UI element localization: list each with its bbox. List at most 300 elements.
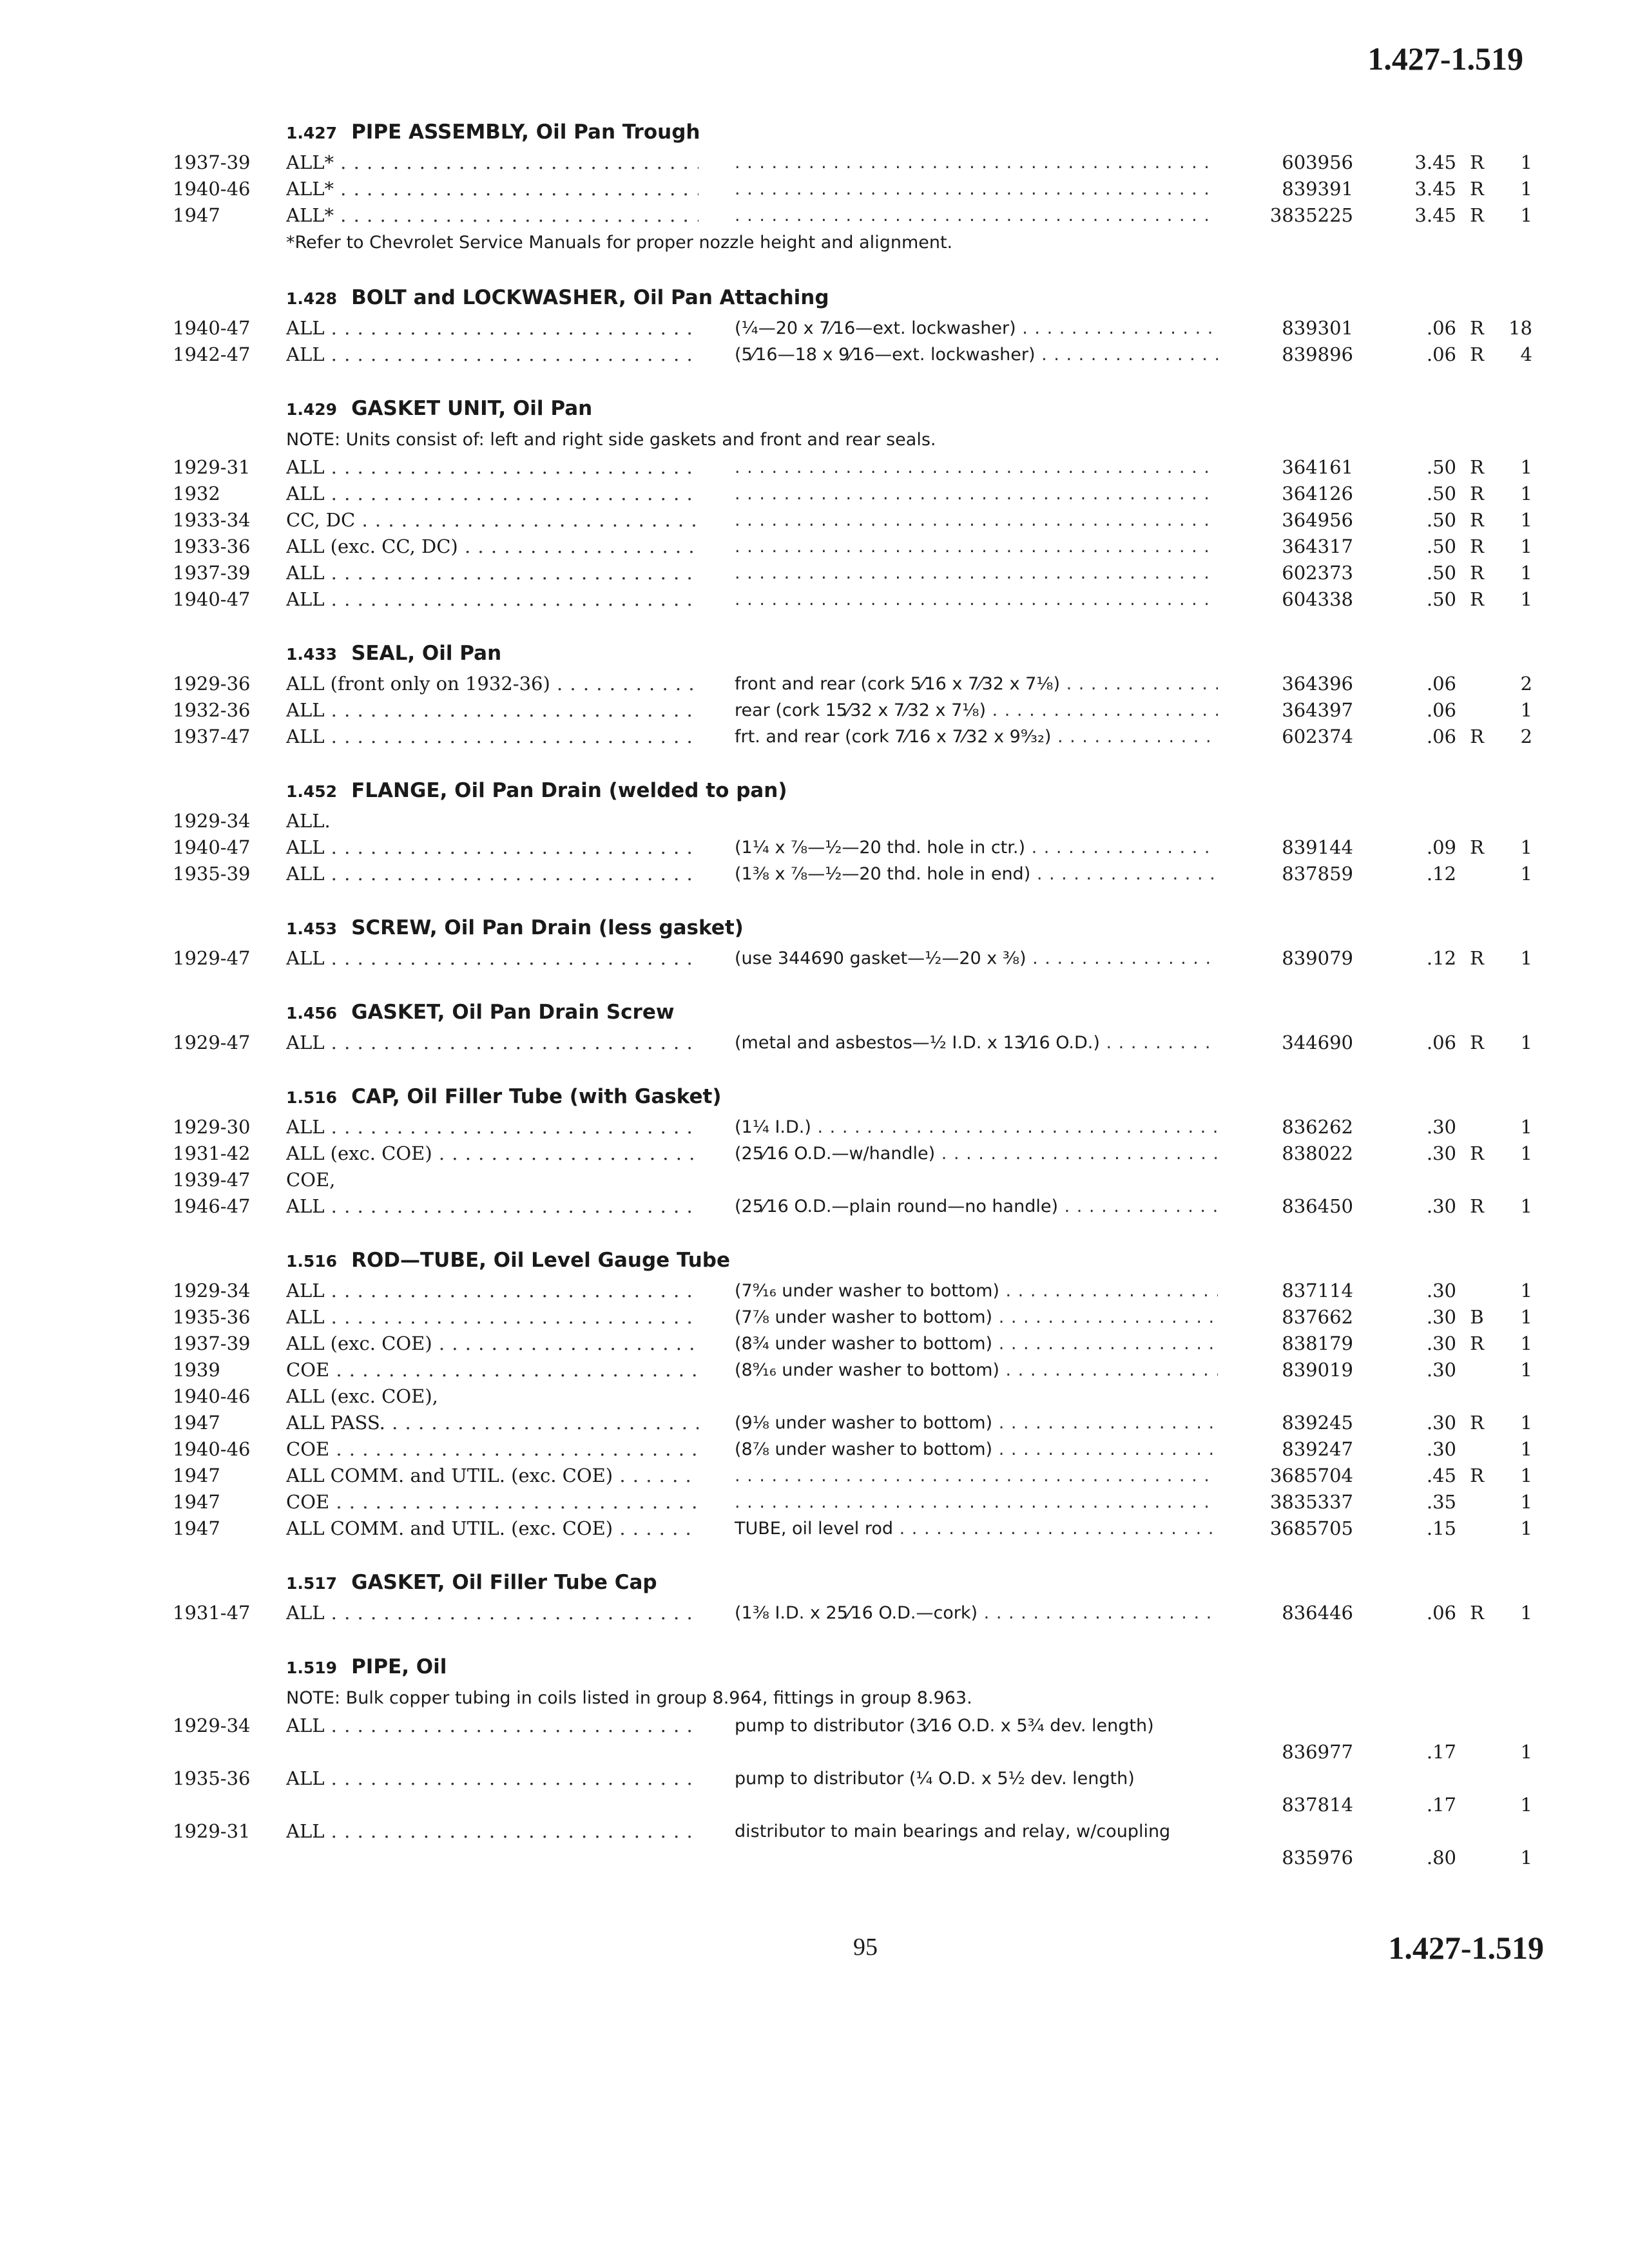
- row-price: .50: [1426, 456, 1456, 478]
- row-price: .06: [1426, 343, 1456, 365]
- row-model-text: ALL: [286, 456, 325, 478]
- row-model-text: ALL: [286, 699, 325, 721]
- table-row: [0, 1436, 1629, 1463]
- row-flag: R: [1470, 151, 1484, 173]
- section-title: FLANGE, Oil Pan Drain (welded to pan): [351, 779, 787, 802]
- leader-dots: [324, 947, 699, 969]
- row-part-number: 602373: [1282, 562, 1353, 584]
- row-flag: R: [1470, 509, 1484, 531]
- row-flag: R: [1470, 483, 1484, 505]
- row-flag: R: [1470, 562, 1484, 584]
- row-description-text: frt. and rear (cork 7⁄16 x 7⁄32 x 9⁹⁄₃₂): [735, 727, 1052, 747]
- row-description-text: (1¼ I.D.): [735, 1117, 811, 1137]
- row-quantity: 1: [1520, 178, 1532, 200]
- row-description: [735, 507, 1218, 533]
- leader-dots: [613, 1517, 699, 1539]
- table-row: [0, 481, 1629, 507]
- row-model: [286, 202, 699, 229]
- catalog-section: [0, 115, 1629, 257]
- row-description: [735, 1278, 1218, 1304]
- row-years: 1940-46: [173, 1438, 251, 1460]
- row-part-number: 838179: [1282, 1332, 1353, 1354]
- table-row: [0, 560, 1629, 586]
- row-part-number: 3835337: [1269, 1491, 1353, 1513]
- row-years: 1947: [173, 1491, 220, 1513]
- row-years: 1929-36: [173, 673, 251, 695]
- leader-dots: [329, 1438, 699, 1460]
- row-description: [735, 1463, 1218, 1489]
- row-part-number: 837859: [1282, 863, 1353, 885]
- table-row: [0, 671, 1629, 697]
- row-years: 1947: [173, 1465, 220, 1486]
- leader-dots: [324, 1820, 699, 1842]
- row-model: [286, 341, 699, 368]
- row-price: .50: [1426, 535, 1456, 557]
- leader-dots: [992, 1413, 1218, 1433]
- section-title: BOLT and LOCKWASHER, Oil Pan Attaching: [351, 286, 829, 309]
- row-part-number: 839144: [1282, 836, 1353, 858]
- row-price: .12: [1426, 947, 1456, 969]
- section-heading: [0, 1079, 1629, 1114]
- section-note: NOTE: Units consist of: left and right side gaskets and front and rear seals.: [286, 430, 936, 450]
- row-description: [735, 1765, 1218, 1792]
- row-description: [735, 1818, 1218, 1845]
- row-description-text: (8⁹⁄₁₆ under washer to bottom): [735, 1360, 999, 1380]
- leader-dots: [735, 510, 1218, 530]
- row-description: [735, 1114, 1218, 1140]
- leader-dots: [355, 509, 699, 531]
- row-description: [735, 1436, 1218, 1463]
- row-part-number: 602374: [1282, 726, 1353, 747]
- row-flag: R: [1470, 317, 1484, 339]
- row-model-text: ALL: [286, 562, 325, 584]
- row-model-text: ALL PASS.: [286, 1412, 385, 1434]
- section-title: SEAL, Oil Pan: [351, 642, 502, 665]
- leader-dots: [1030, 864, 1218, 884]
- section-title: PIPE ASSEMBLY, Oil Pan Trough: [351, 120, 700, 144]
- row-model-text: ALL: [286, 1116, 325, 1138]
- leader-dots: [1051, 727, 1218, 747]
- row-model: [286, 1331, 699, 1357]
- row-description-text: (25⁄16 O.D.—w/handle): [735, 1144, 936, 1164]
- leader-dots: [735, 563, 1218, 583]
- row-flag: R: [1470, 1032, 1484, 1053]
- row-part-number: 3685705: [1269, 1517, 1353, 1539]
- row-model: [286, 1278, 699, 1304]
- row-model-text: ALL*: [286, 178, 334, 200]
- row-part-number: 839079: [1282, 947, 1353, 969]
- table-row: [0, 1600, 1629, 1626]
- table-row: [0, 315, 1629, 341]
- row-model: [286, 1140, 699, 1167]
- row-description-text: (25⁄16 O.D.—plain round—no handle): [735, 1196, 1058, 1216]
- row-model: [286, 808, 699, 834]
- leader-dots: [324, 1715, 699, 1736]
- table-row: [0, 1410, 1629, 1436]
- row-price: .50: [1426, 509, 1456, 531]
- row-price: .30: [1426, 1116, 1456, 1138]
- row-description-text: (1⅜ x ⅞—½—20 thd. hole in end): [735, 864, 1031, 884]
- row-model-text: ALL: [286, 1032, 325, 1053]
- table-row: [0, 1515, 1629, 1542]
- section-heading: [0, 995, 1629, 1030]
- row-model: [286, 1713, 699, 1739]
- leader-dots: [334, 151, 699, 173]
- leader-dots: [978, 1603, 1218, 1623]
- row-model: [286, 1193, 699, 1220]
- leader-dots: [324, 836, 699, 858]
- row-quantity: 2: [1520, 673, 1532, 695]
- row-quantity: 1: [1520, 1465, 1532, 1486]
- row-model: [286, 1765, 699, 1792]
- table-row: [0, 1167, 1629, 1193]
- row-years: 1931-42: [173, 1142, 251, 1164]
- row-quantity: 1: [1520, 1438, 1532, 1460]
- row-quantity: 1: [1520, 151, 1532, 173]
- row-quantity: 1: [1520, 947, 1532, 969]
- table-row: [0, 1140, 1629, 1167]
- row-price: 3.45: [1414, 204, 1456, 226]
- row-model: [286, 671, 699, 697]
- row-description: [735, 1030, 1218, 1056]
- section-heading: [0, 115, 1629, 149]
- table-row: [0, 176, 1629, 202]
- row-model: [286, 1167, 699, 1193]
- row-flag: R: [1470, 726, 1484, 747]
- row-model-text: ALL: [286, 726, 325, 747]
- row-model-text: COE: [286, 1359, 330, 1381]
- leader-dots: [1036, 345, 1218, 365]
- section-heading: [0, 280, 1629, 315]
- section-footnote: *Refer to Chevrolet Service Manuals for proper nozzle height and alignment.: [286, 233, 953, 253]
- row-flag: R: [1470, 1332, 1484, 1354]
- row-model: [286, 1383, 699, 1410]
- row-model: [286, 724, 699, 750]
- section-title: PIPE, Oil: [351, 1655, 447, 1678]
- table-row: [0, 1114, 1629, 1140]
- table-row: [0, 586, 1629, 613]
- table-row: [0, 202, 1629, 229]
- row-price: .06: [1426, 699, 1456, 721]
- section-title: GASKET, Oil Pan Drain Screw: [351, 1001, 675, 1024]
- row-quantity: 2: [1520, 726, 1532, 747]
- row-years: 1937-39: [173, 562, 251, 584]
- row-part-number: 836446: [1282, 1602, 1353, 1624]
- row-years: 1940-47: [173, 836, 251, 858]
- leader-dots: [324, 483, 699, 505]
- row-quantity: 1: [1520, 863, 1532, 885]
- row-model-text: ALL (exc. COE): [286, 1142, 432, 1164]
- row-description: [735, 724, 1218, 750]
- row-quantity: 1: [1520, 509, 1532, 531]
- row-part-number: 839019: [1282, 1359, 1353, 1381]
- row-description-text: pump to distributor (3⁄16 O.D. x 5¾ dev. length): [735, 1716, 1154, 1736]
- row-part-number: 839301: [1282, 317, 1353, 339]
- row-years: 1940-47: [173, 317, 251, 339]
- section-title: CAP, Oil Filler Tube (with Gasket): [351, 1085, 722, 1108]
- leader-dots: [992, 1307, 1218, 1327]
- row-price: .09: [1426, 836, 1456, 858]
- row-description: [735, 697, 1218, 724]
- row-price: .30: [1426, 1280, 1456, 1302]
- row-years: 1931-47: [173, 1602, 251, 1624]
- row-description-text: TUBE, oil level rod: [735, 1519, 894, 1539]
- row-model-text: CC, DC: [286, 509, 356, 531]
- row-model-text: ALL (exc. COE),: [286, 1385, 438, 1407]
- row-years: 1933-36: [173, 535, 251, 557]
- section-number: 1.519: [286, 1658, 338, 1677]
- row-model: [286, 1463, 699, 1489]
- parts-catalog: [0, 115, 1629, 1894]
- leader-dots: [735, 179, 1218, 199]
- row-part-number: 839896: [1282, 343, 1353, 365]
- table-row: [0, 1383, 1629, 1410]
- row-price: 3.45: [1414, 151, 1456, 173]
- section-title: GASKET UNIT, Oil Pan: [351, 397, 593, 420]
- row-model: [286, 1436, 699, 1463]
- table-row: [0, 149, 1629, 176]
- row-model: [286, 1515, 699, 1542]
- catalog-section: [0, 1649, 1629, 1871]
- section-heading: [0, 1565, 1629, 1600]
- row-description-text: (7⅞ under washer to bottom): [735, 1307, 993, 1327]
- row-model-text: ALL: [286, 863, 325, 885]
- row-description: [735, 834, 1218, 861]
- row-price: .50: [1426, 483, 1456, 505]
- row-description-text: rear (cork 15⁄32 x 7⁄32 x 7⅛): [735, 700, 986, 720]
- row-model-text: ALL: [286, 343, 325, 365]
- row-model: [286, 176, 699, 202]
- table-row: [0, 1818, 1629, 1871]
- table-row: [0, 1489, 1629, 1515]
- row-quantity: 1: [1520, 204, 1532, 226]
- leader-dots: [324, 456, 699, 478]
- row-years: 1940-46: [173, 1385, 251, 1407]
- row-model: [286, 945, 699, 972]
- row-price: .06: [1426, 673, 1456, 695]
- leader-dots: [324, 317, 699, 339]
- row-description: [735, 1304, 1218, 1331]
- leader-dots: [324, 1306, 699, 1328]
- row-part-number: 837662: [1282, 1306, 1353, 1328]
- leader-dots: [735, 590, 1218, 610]
- row-description: [735, 1140, 1218, 1167]
- leader-dots: [324, 1767, 699, 1789]
- row-flag: R: [1470, 1465, 1484, 1486]
- catalog-section: [0, 1243, 1629, 1542]
- table-row: [0, 1713, 1629, 1765]
- leader-dots: [935, 1144, 1218, 1164]
- section-note: NOTE: Bulk copper tubing in coils listed in group 8.964, fittings in group 8.963.: [286, 1688, 972, 1708]
- row-quantity: 1: [1520, 1306, 1532, 1328]
- leader-dots: [1060, 674, 1218, 694]
- row-model: [286, 533, 699, 560]
- row-flag: R: [1470, 1195, 1484, 1217]
- row-price: .17: [1426, 1741, 1456, 1763]
- row-quantity: 1: [1520, 1032, 1532, 1053]
- row-model-text: ALL.: [286, 810, 331, 832]
- row-description: [735, 1713, 1218, 1739]
- leader-dots: [324, 1280, 699, 1302]
- row-model: [286, 149, 699, 176]
- row-price: .12: [1426, 863, 1456, 885]
- row-years: 1929-31: [173, 1820, 251, 1842]
- row-model: [286, 507, 699, 533]
- row-years: 1935-36: [173, 1306, 251, 1328]
- table-row: [0, 697, 1629, 724]
- row-price: .30: [1426, 1142, 1456, 1164]
- row-description-text: distributor to main bearings and relay, w/coupling: [735, 1821, 1171, 1841]
- table-row: [0, 1304, 1629, 1331]
- row-description: [735, 586, 1218, 613]
- row-years: 1940-46: [173, 178, 251, 200]
- row-price: .30: [1426, 1359, 1456, 1381]
- section-heading: [0, 1649, 1629, 1684]
- leader-dots: [324, 1195, 699, 1217]
- page-header-code: 1.427-1.519: [1367, 41, 1523, 77]
- row-description: [735, 454, 1218, 481]
- row-model: [286, 1114, 699, 1140]
- section-number: 1.429: [286, 400, 338, 419]
- row-model: [286, 697, 699, 724]
- row-price: .45: [1426, 1465, 1456, 1486]
- leader-dots: [811, 1117, 1218, 1137]
- row-description: [735, 560, 1218, 586]
- table-row: [0, 454, 1629, 481]
- row-part-number: 3685704: [1269, 1465, 1353, 1486]
- row-flag: R: [1470, 588, 1484, 610]
- leader-dots: [334, 178, 699, 200]
- row-years: 1939: [173, 1359, 220, 1381]
- row-description: [735, 202, 1218, 229]
- catalog-section: [0, 773, 1629, 887]
- row-model: [286, 586, 699, 613]
- row-flag: R: [1470, 456, 1484, 478]
- table-row: [0, 861, 1629, 887]
- leader-dots: [992, 1334, 1218, 1354]
- section-number: 1.517: [286, 1574, 338, 1593]
- row-description: [735, 1193, 1218, 1220]
- table-row: [0, 1193, 1629, 1220]
- row-model: [286, 315, 699, 341]
- row-price: .17: [1426, 1794, 1456, 1816]
- row-years: 1942-47: [173, 343, 251, 365]
- table-row: [0, 1030, 1629, 1056]
- leader-dots: [432, 1142, 699, 1164]
- row-model-text: COE: [286, 1491, 330, 1513]
- row-description-text: (use 344690 gasket—½—20 x ⅜): [735, 948, 1027, 968]
- row-description: [735, 341, 1218, 368]
- row-description-text: (5⁄16—18 x 9⁄16—ext. lockwasher): [735, 345, 1036, 365]
- row-description-text: (1¼ x ⅞—½—20 thd. hole in ctr.): [735, 838, 1025, 858]
- row-part-number: 364126: [1282, 483, 1353, 505]
- row-flag: R: [1470, 947, 1484, 969]
- row-part-number: 839247: [1282, 1438, 1353, 1460]
- row-model: [286, 1357, 699, 1383]
- row-model: [286, 1030, 699, 1056]
- leader-dots: [324, 1602, 699, 1624]
- catalog-section: [0, 391, 1629, 613]
- row-part-number: 344690: [1282, 1032, 1353, 1053]
- row-quantity: 1: [1520, 1491, 1532, 1513]
- row-model: [286, 1410, 699, 1436]
- leader-dots: [1025, 838, 1218, 858]
- row-model: [286, 481, 699, 507]
- leader-dots: [324, 726, 699, 747]
- row-description: [735, 1600, 1218, 1626]
- row-description: [735, 1410, 1218, 1436]
- leader-dots: [735, 1492, 1218, 1512]
- row-years: 1929-47: [173, 1032, 251, 1053]
- row-price: .15: [1426, 1517, 1456, 1539]
- section-number: 1.433: [286, 645, 338, 664]
- row-part-number: 839391: [1282, 178, 1353, 200]
- row-model-text: ALL: [286, 317, 325, 339]
- row-model-text: ALL COMM. and UTIL. (exc. COE): [286, 1517, 613, 1539]
- row-model-text: ALL (front only on 1932-36): [286, 673, 550, 695]
- row-flag: R: [1470, 1602, 1484, 1624]
- row-years: 1947: [173, 1412, 220, 1434]
- row-part-number: 3835225: [1269, 204, 1353, 226]
- row-years: 1937-39: [173, 151, 251, 173]
- row-description-text: (1⅜ I.D. x 25⁄16 O.D.—cork): [735, 1603, 978, 1623]
- row-quantity: 1: [1520, 1794, 1532, 1816]
- row-quantity: 1: [1520, 1142, 1532, 1164]
- leader-dots: [329, 1359, 699, 1381]
- leader-dots: [735, 206, 1218, 226]
- table-row: [0, 1765, 1629, 1818]
- row-model-text: COE: [286, 1438, 330, 1460]
- table-row: [0, 834, 1629, 861]
- row-part-number: 364161: [1282, 456, 1353, 478]
- row-description: [735, 1331, 1218, 1357]
- row-description: [735, 533, 1218, 560]
- catalog-section: [0, 636, 1629, 750]
- row-part-number: 604338: [1282, 588, 1353, 610]
- leader-dots: [735, 153, 1218, 173]
- row-years: 1947: [173, 1517, 220, 1539]
- table-row: [0, 1463, 1629, 1489]
- row-price: .30: [1426, 1195, 1456, 1217]
- leader-dots: [329, 1491, 699, 1513]
- leader-dots: [324, 588, 699, 610]
- row-model-text: ALL: [286, 947, 325, 969]
- row-description-text: (9⅛ under washer to bottom): [735, 1413, 993, 1433]
- row-part-number: 364396: [1282, 673, 1353, 695]
- table-row: [0, 533, 1629, 560]
- leader-dots: [735, 484, 1218, 504]
- row-description-text: (7⁹⁄₁₆ under washer to bottom): [735, 1281, 999, 1301]
- row-price: .06: [1426, 1602, 1456, 1624]
- row-price: .80: [1426, 1847, 1456, 1869]
- leader-dots: [1058, 1196, 1218, 1216]
- row-quantity: 1: [1520, 1847, 1532, 1869]
- leader-dots: [613, 1465, 699, 1486]
- row-quantity: 1: [1520, 1332, 1532, 1354]
- row-quantity: 1: [1520, 836, 1532, 858]
- row-model-text: ALL: [286, 1767, 325, 1789]
- row-model-text: ALL: [286, 1820, 325, 1842]
- row-part-number: 836977: [1282, 1741, 1353, 1763]
- row-part-number: 836450: [1282, 1195, 1353, 1217]
- row-flag: R: [1470, 535, 1484, 557]
- leader-dots: [458, 535, 699, 557]
- row-flag: R: [1470, 343, 1484, 365]
- row-price: .30: [1426, 1332, 1456, 1354]
- row-model: [286, 834, 699, 861]
- row-years: 1929-34: [173, 810, 251, 832]
- row-quantity: 1: [1520, 535, 1532, 557]
